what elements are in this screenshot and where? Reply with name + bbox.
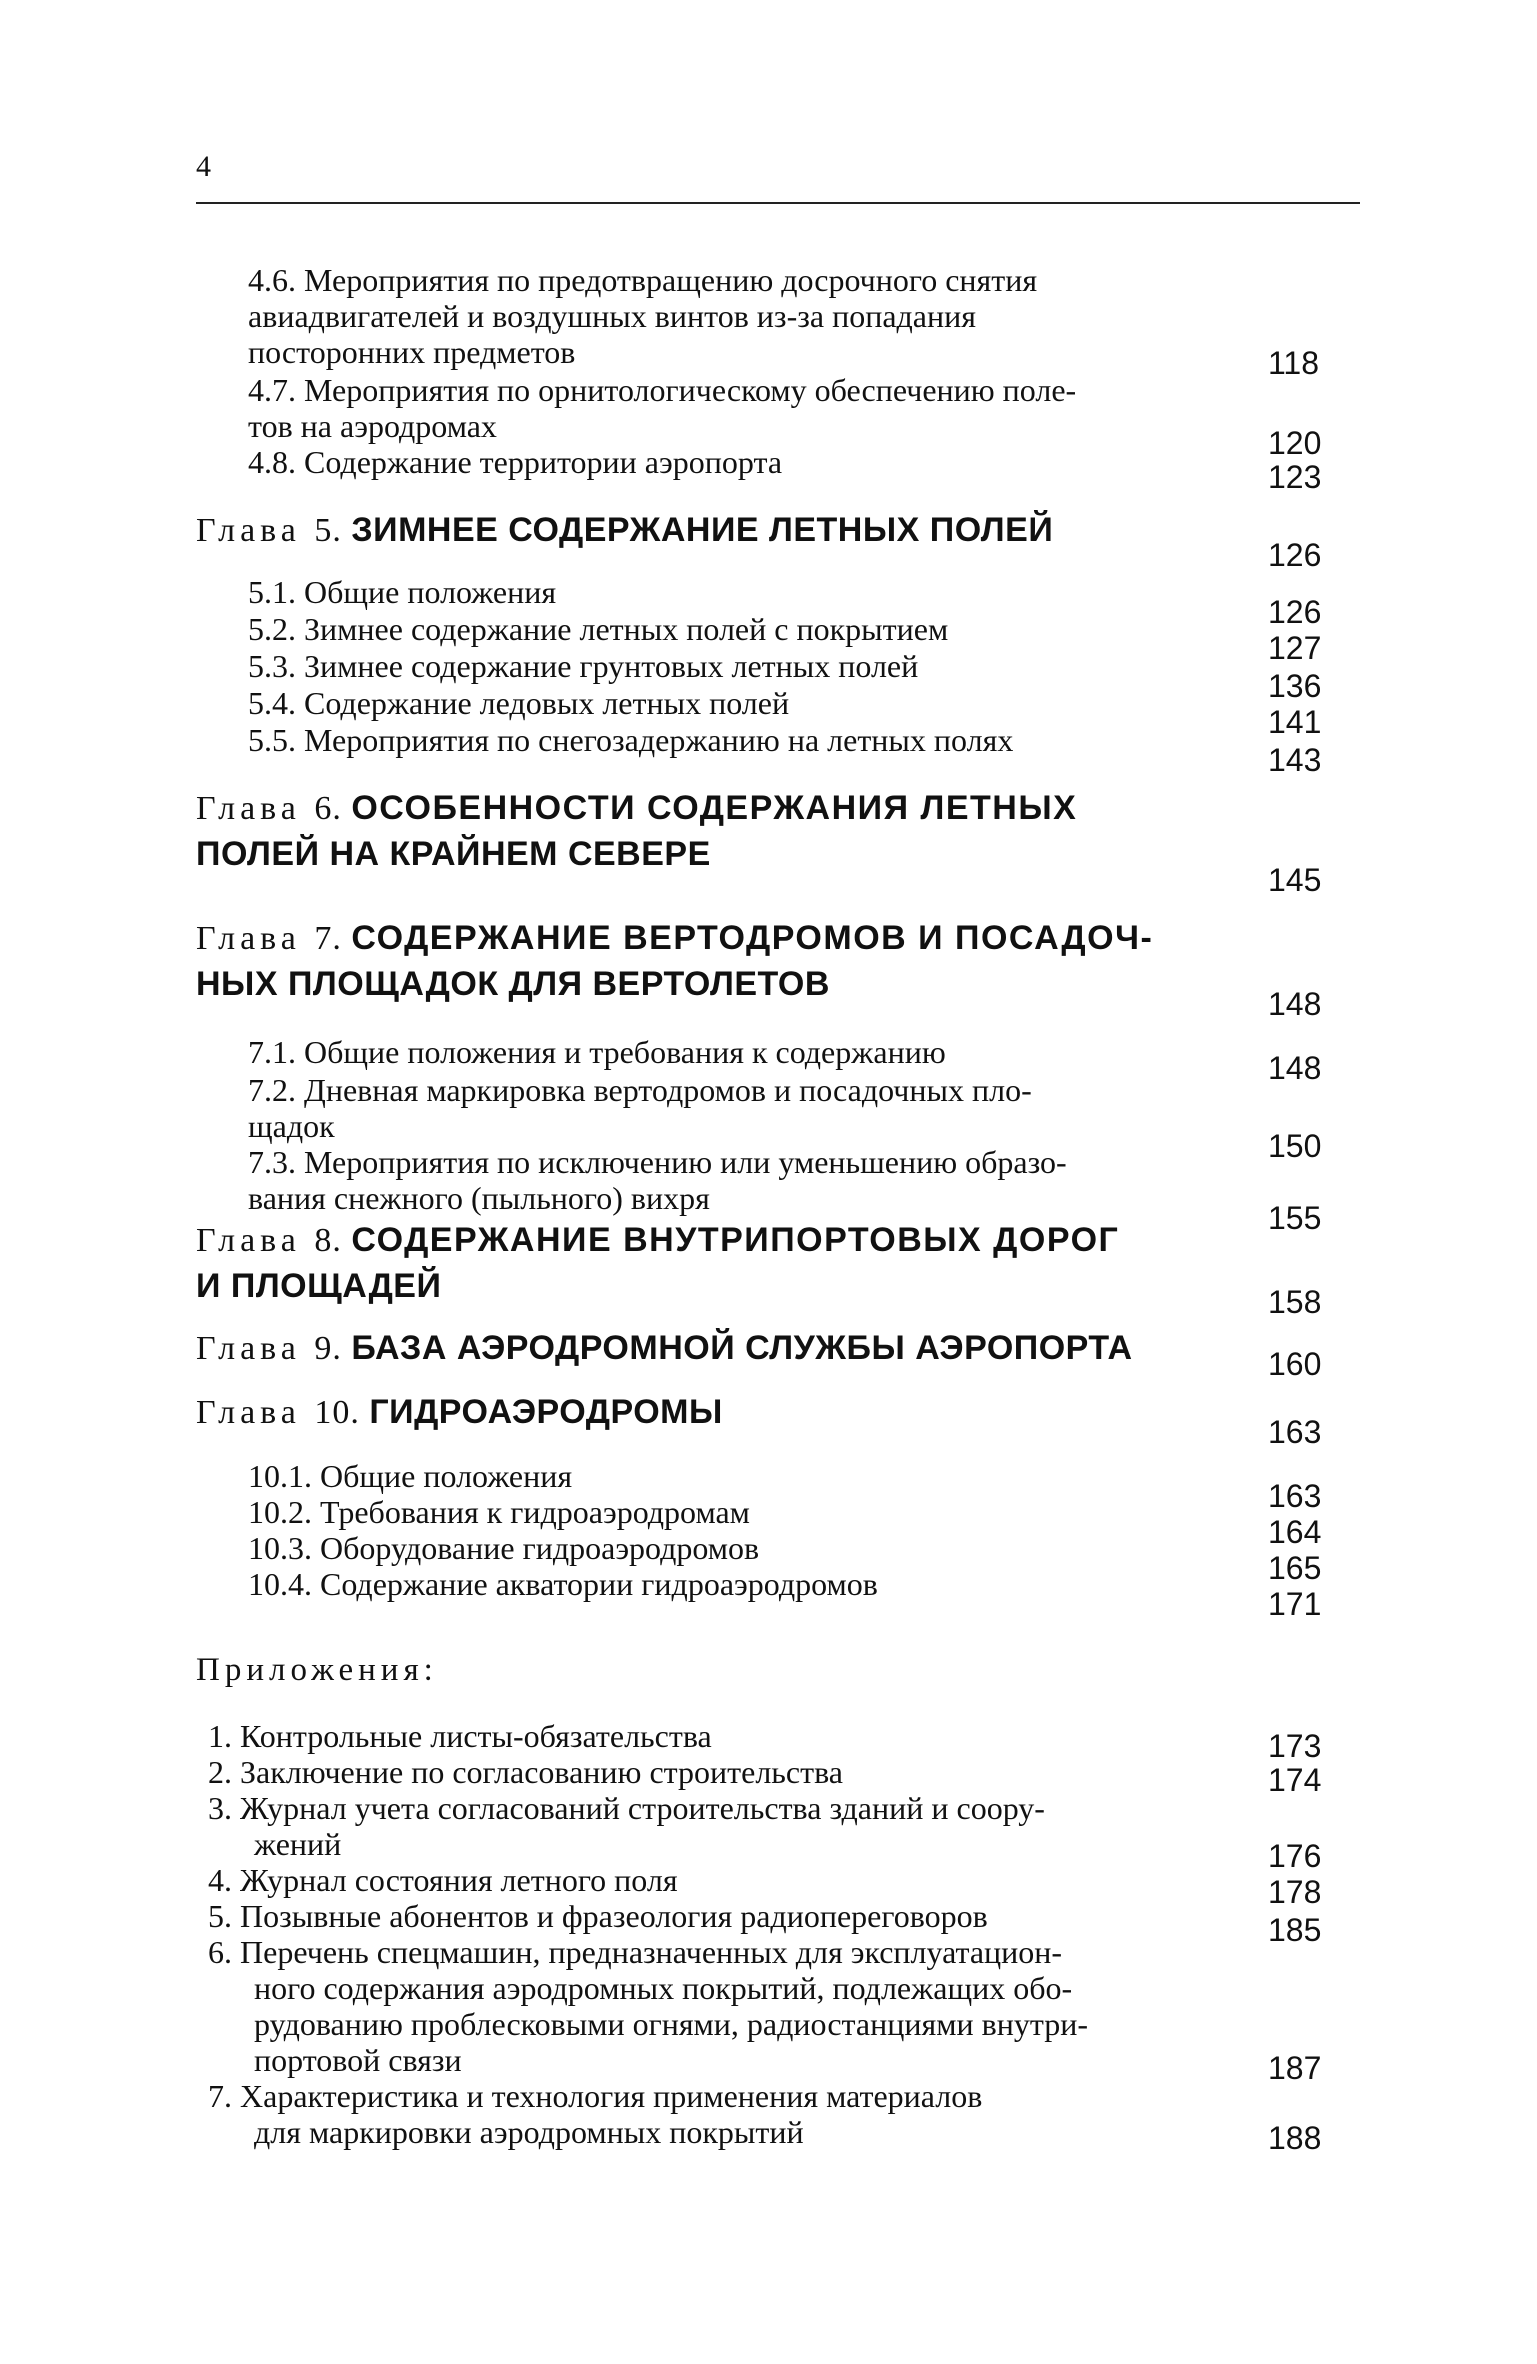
chapter-number: 10. bbox=[314, 1394, 370, 1431]
appendix-entry-line: 7. Характеристика и технология применения материалов bbox=[208, 2078, 983, 2114]
appendix-entry-line: рудованию проблесковыми огнями, радиостанциями внутри- bbox=[254, 2006, 1088, 2042]
toc-entry-line: посторонних предметов bbox=[248, 334, 576, 370]
page-ref: 120 bbox=[1268, 425, 1322, 461]
chapter-title: СОДЕРЖАНИЕ ВНУТРИПОРТОВЫХ ДОРОГ bbox=[351, 1221, 1120, 1259]
toc-entry-line: авиадвигателей и воздушных винтов из-за попадания bbox=[248, 298, 976, 334]
toc-entry-line: 10.3. Оборудование гидроаэродромов bbox=[248, 1530, 760, 1566]
page-ref: 155 bbox=[1268, 1200, 1322, 1236]
chapter-title: ГИДРОАЭРОДРОМЫ bbox=[369, 1393, 723, 1431]
appendix-entry-line: ного содержания аэродромных покрытий, подлежащих обо- bbox=[254, 1970, 1073, 2006]
page-ref: 118 bbox=[1268, 345, 1320, 381]
chapter-title-continued: И ПЛОЩАДЕЙ bbox=[196, 1267, 442, 1305]
page-ref: 185 bbox=[1268, 1912, 1322, 1948]
page-ref: 176 bbox=[1268, 1838, 1322, 1874]
chapter-prefix: Глава bbox=[196, 790, 315, 827]
toc-entry-line: щадок bbox=[248, 1108, 335, 1144]
appendix-entry-line: для маркировки аэродромных покрытий bbox=[254, 2114, 804, 2150]
chapter-title-continued: НЫХ ПЛОЩАДОК ДЛЯ ВЕРТОЛЕТОВ bbox=[196, 965, 830, 1003]
toc-entry-line: 4.7. Мероприятия по орнитологическому обеспечению поле- bbox=[248, 372, 1077, 408]
chapter-number: 8. bbox=[314, 1222, 352, 1259]
page-ref: 173 bbox=[1268, 1728, 1322, 1764]
page-ref: 143 bbox=[1268, 742, 1322, 778]
page-ref: 141 bbox=[1268, 704, 1322, 740]
page-ref: 163 bbox=[1268, 1478, 1322, 1514]
toc-entry-line: вания снежного (пыльного) вихря bbox=[248, 1180, 710, 1216]
toc-entry-line: 4.6. Мероприятия по предотвращению досрочного снятия bbox=[248, 262, 1038, 298]
page-ref: 188 bbox=[1268, 2120, 1322, 2156]
appendix-entry-line: портовой связи bbox=[254, 2042, 462, 2078]
appendix-heading: Приложения: bbox=[196, 1652, 438, 1688]
appendix-entry-line: 6. Перечень спецмашин, предназначенных для эксплуатацион- bbox=[208, 1934, 1063, 1970]
toc-entry-line: 7.2. Дневная маркировка вертодромов и посадочных пло- bbox=[248, 1072, 1032, 1108]
toc-entry-line: 10.4. Содержание акватории гидроаэродромов bbox=[248, 1566, 878, 1602]
chapter-prefix: Глава bbox=[196, 1394, 315, 1431]
chapter-prefix: Глава bbox=[196, 1330, 315, 1367]
appendix-entry-line: жений bbox=[254, 1826, 342, 1862]
toc-entry-line: 4.8. Содержание территории аэропорта bbox=[248, 444, 783, 480]
page-ref: 178 bbox=[1268, 1874, 1322, 1910]
page-ref: 171 bbox=[1268, 1586, 1322, 1622]
appendix-entry-line: 3. Журнал учета согласований строительства зданий и соору- bbox=[208, 1790, 1045, 1826]
chapter-number: 6. bbox=[314, 790, 352, 827]
page-ref: 123 bbox=[1268, 459, 1322, 495]
page-ref: 150 bbox=[1268, 1128, 1322, 1164]
toc-entry-line: 5.3. Зимнее содержание грунтовых летных полей bbox=[248, 648, 919, 684]
page-ref: 136 bbox=[1268, 668, 1322, 704]
toc-entry-line: 5.2. Зимнее содержание летных полей с покрытием bbox=[248, 611, 949, 647]
chapter-title-continued: ПОЛЕЙ НА КРАЙНЕМ СЕВЕРЕ bbox=[196, 835, 711, 873]
page-number: 4 bbox=[196, 150, 211, 183]
page-ref: 158 bbox=[1268, 1284, 1322, 1320]
appendix-entry-line: 1. Контрольные листы-обязательства bbox=[208, 1718, 712, 1754]
page-ref: 148 bbox=[1268, 1050, 1322, 1086]
page-ref: 187 bbox=[1268, 2050, 1322, 2086]
page-ref: 145 bbox=[1268, 862, 1322, 898]
page-ref: 165 bbox=[1268, 1550, 1322, 1586]
toc-entry-line: 10.1. Общие положения bbox=[248, 1458, 573, 1494]
table-of-contents bbox=[196, 0, 1360, 2364]
chapter-prefix: Глава bbox=[196, 920, 315, 957]
toc-entry-line: тов на аэродромах bbox=[248, 408, 497, 444]
chapter-number: 9. bbox=[314, 1330, 352, 1367]
chapter-heading bbox=[196, 920, 1360, 957]
appendix-entry-line: 4. Журнал состояния летного поля bbox=[208, 1862, 678, 1898]
toc-entry-line: 5.4. Содержание ледовых летных полей bbox=[248, 685, 790, 721]
chapter-heading bbox=[196, 1222, 1360, 1259]
chapter-title: ОСОБЕННОСТИ СОДЕРЖАНИЯ ЛЕТНЫХ bbox=[351, 789, 1078, 827]
chapter-heading bbox=[196, 512, 1360, 549]
page-ref: 163 bbox=[1268, 1414, 1322, 1450]
chapter-prefix: Глава bbox=[196, 512, 315, 549]
toc-entry-line: 10.2. Требования к гидроаэродромам bbox=[248, 1494, 750, 1530]
toc-entry-line: 5.5. Мероприятия по снегозадержанию на летных полях bbox=[248, 722, 1014, 758]
page-ref: 148 bbox=[1268, 986, 1322, 1022]
chapter-title: БАЗА АЭРОДРОМНОЙ СЛУЖБЫ АЭРОПОРТА bbox=[351, 1329, 1133, 1367]
chapter-heading bbox=[196, 1330, 1360, 1367]
chapter-heading bbox=[196, 790, 1360, 827]
chapter-number: 7. bbox=[314, 920, 352, 957]
chapter-heading bbox=[196, 1394, 1360, 1431]
page-ref: 164 bbox=[1268, 1514, 1322, 1550]
toc-entry-line: 7.1. Общие положения и требования к содержанию bbox=[248, 1034, 946, 1070]
page-ref: 174 bbox=[1268, 1762, 1322, 1798]
toc-entry-line: 7.3. Мероприятия по исключению или уменьшению образо- bbox=[248, 1144, 1067, 1180]
page-ref: 126 bbox=[1268, 537, 1322, 573]
chapter-number: 5. bbox=[314, 512, 352, 549]
chapter-title: ЗИМНЕЕ СОДЕРЖАНИЕ ЛЕТНЫХ ПОЛЕЙ bbox=[351, 511, 1054, 549]
chapter-title: СОДЕРЖАНИЕ ВЕРТОДРОМОВ И ПОСАДОЧ- bbox=[351, 919, 1154, 957]
page-ref: 160 bbox=[1268, 1346, 1322, 1382]
appendix-entry-line: 2. Заключение по согласованию строительства bbox=[208, 1754, 843, 1790]
toc-entry-line: 5.1. Общие положения bbox=[248, 574, 557, 610]
page-ref: 127 bbox=[1268, 630, 1322, 666]
page-ref: 126 bbox=[1268, 594, 1322, 630]
chapter-prefix: Глава bbox=[196, 1222, 315, 1259]
appendix-entry-line: 5. Позывные абонентов и фразеология радиопереговоров bbox=[208, 1898, 988, 1934]
